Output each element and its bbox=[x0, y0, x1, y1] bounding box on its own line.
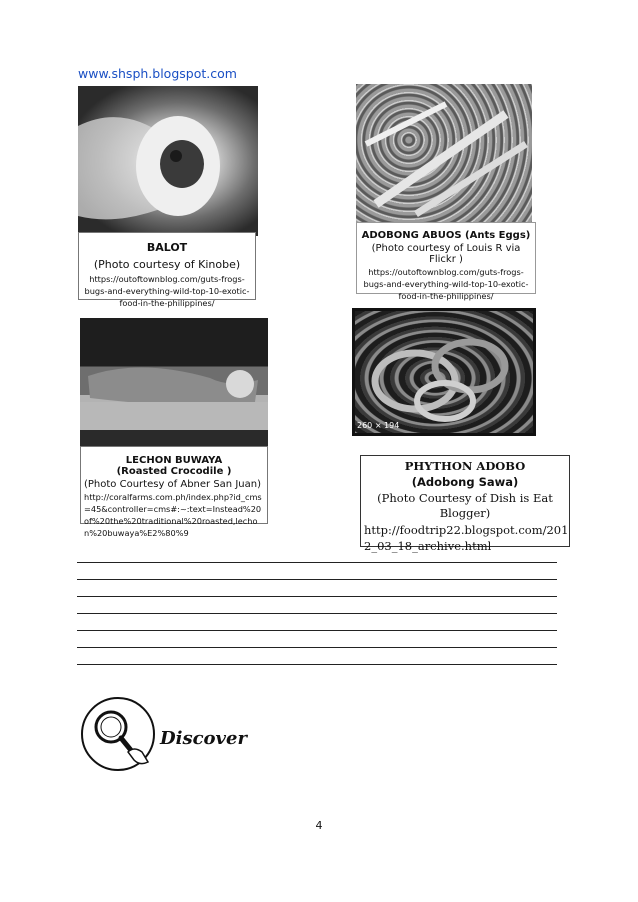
python-photo-art bbox=[355, 311, 533, 433]
lechon-buwaya-caption bbox=[80, 446, 268, 538]
caption-credit: (Photo Courtesy of Abner San Juan) bbox=[84, 479, 261, 490]
caption-title: LECHON BUWAYA bbox=[125, 455, 223, 466]
balot-caption bbox=[78, 232, 256, 308]
answer-line bbox=[77, 664, 557, 665]
caption-title: PHYTHON ADOBO bbox=[404, 459, 526, 473]
caption-credit: (Photo courtesy of Louis R via Flickr ) bbox=[371, 243, 521, 265]
answer-line bbox=[77, 579, 557, 580]
lechon-photo-art bbox=[80, 318, 268, 446]
answer-line bbox=[77, 613, 557, 614]
site-url[interactable]: www.shsph.blogspot.com bbox=[78, 66, 237, 81]
caption-source[interactable]: http://foodtrip22.blogspot.com/2012_03_18_archive.html bbox=[364, 523, 569, 553]
python-adobo-caption bbox=[360, 455, 570, 553]
caption-title: ADOBONG ABUOS (Ants Eggs) bbox=[361, 230, 531, 241]
caption-credit: (Photo courtesy of Kinobe) bbox=[93, 258, 241, 271]
image-size-tag: 260 × 194 bbox=[357, 421, 400, 430]
caption-title: BALOT bbox=[146, 241, 188, 254]
caption-source[interactable]: https://outoftownblog.com/guts-frogs-bugs-and-everything-wild-top-10-exotic-food-in-the-philippines/ bbox=[84, 274, 250, 308]
balot-photo-art bbox=[78, 86, 258, 236]
caption-source[interactable]: http://coralfarms.com.ph/index.php?id_cms=45&controller=cms#:~:text=Instead%20of%20the%20traditional%20roasted,lechon%20buwaya%E2%80%9 bbox=[84, 492, 262, 538]
abuos-photo-art bbox=[356, 84, 532, 224]
adobong-abuos-caption bbox=[356, 222, 536, 301]
caption-subtitle: (Adobong Sawa) bbox=[411, 475, 519, 489]
answer-line bbox=[77, 596, 557, 597]
adobong-abuos-photo bbox=[356, 84, 532, 224]
page-number: 4 bbox=[315, 819, 323, 832]
answer-line bbox=[77, 630, 557, 631]
python-adobo-photo bbox=[352, 308, 536, 436]
answer-line bbox=[77, 562, 557, 563]
discover-heading: Discover bbox=[160, 728, 247, 749]
balot-photo bbox=[78, 86, 258, 236]
caption-credit: (Photo Courtesy of Dish is Eat Blogger) bbox=[377, 491, 553, 520]
caption-subtitle: (Roasted Crocodile ) bbox=[116, 466, 232, 477]
answer-line bbox=[77, 647, 557, 648]
lechon-buwaya-photo bbox=[80, 318, 268, 446]
magnifying-glass-hand-icon bbox=[78, 694, 162, 778]
caption-source[interactable]: https://outoftownblog.com/guts-frogs-bugs-and-everything-wild-top-10-exotic-food-in-the-philippines/ bbox=[363, 267, 529, 301]
